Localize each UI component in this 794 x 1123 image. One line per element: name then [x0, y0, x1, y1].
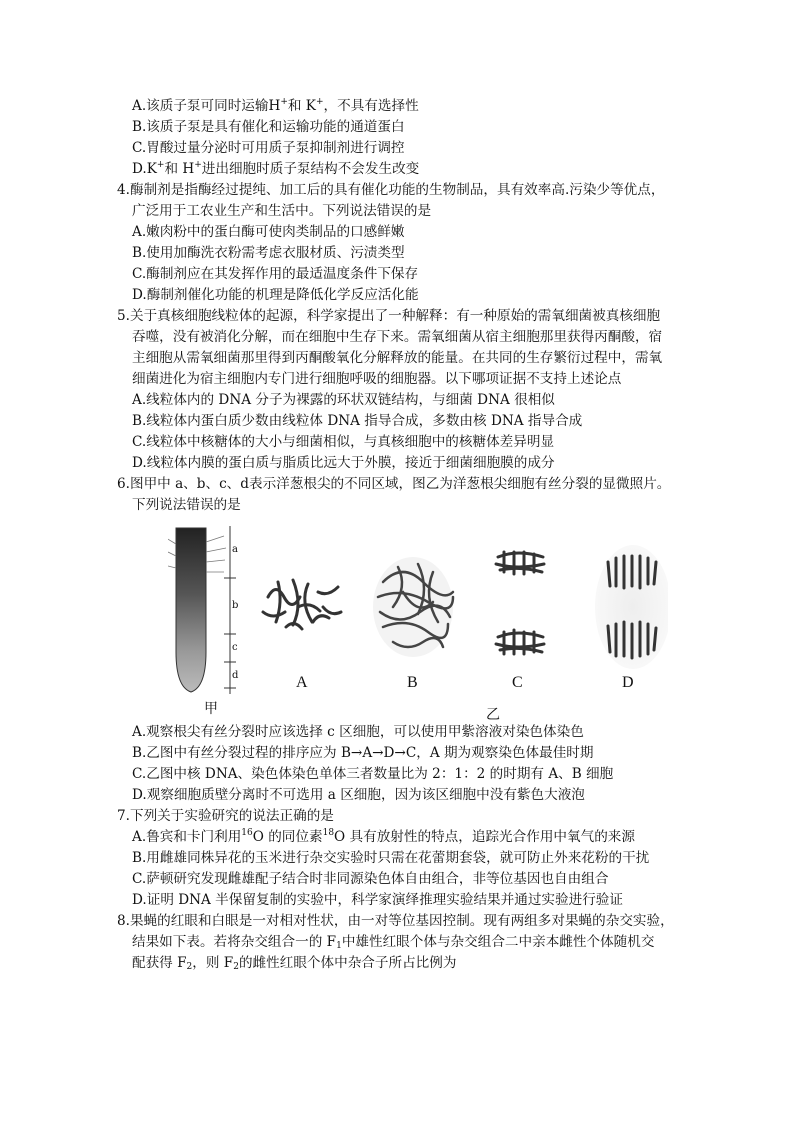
q8-l2-sub: 1: [336, 941, 342, 951]
q4-option-a: A.嫩肉粉中的蛋白酶可使肉类制品的口感鲜嫩: [132, 224, 405, 240]
zone-d-label: d: [232, 670, 239, 681]
q7-option-c: C.萨顿研究发现雌雄配子结合时非同源染色体自由组合，非等位基因也自由组合: [132, 871, 609, 887]
q4-option-d: D.酶制剂催化功能的机理是降低化学反应活化能: [132, 287, 419, 303]
cell-a-label: A: [296, 674, 308, 691]
q6-option-c: C.乙图中核 DNA、染色体染色单体三者数量比为 2：1：2 的时期有 A、B 细胞: [132, 766, 614, 782]
zone-b-label: b: [232, 600, 239, 611]
q3-a-end: ，不具有选择性: [323, 98, 419, 114]
zone-a-label: a: [232, 544, 238, 555]
q3-a-mid: 和 K: [287, 98, 316, 114]
q3-d-end: 进出细胞时质子泵结构不会发生改变: [201, 161, 420, 177]
q3-d-mid: 和 H: [164, 161, 195, 177]
q3-option-d: [132, 159, 419, 179]
q8-l3-mid: ，则 F: [192, 955, 234, 971]
q4-option-c: C.酶制剂应在其发挥作用的最适温度条件下保存: [132, 266, 419, 282]
q7-a-sup2: 18: [322, 828, 335, 838]
q8-stem-line1: 8.果蝇的红眼和白眼是一对相对性状，由一对等位基因控制。现有两组多对果蝇的杂交实验，: [117, 913, 674, 929]
cell-d-label: D: [622, 674, 634, 691]
q8-l2-pre: 结果如下表。若将杂交组合一的 F: [132, 934, 337, 950]
q7-option-a: [132, 827, 635, 847]
q7-option-b: B.用雌雄同株异花的玉米进行杂交实验时只需在花蕾期套袋，就可防止外来花粉的干扰: [132, 850, 650, 866]
cell-c-label: C: [512, 674, 523, 691]
q8-l3-sub2: 2: [233, 962, 239, 972]
q3-d-pre: D.K: [132, 161, 157, 177]
q4-option-b: B.使用加酶洗衣粉需考虑衣服材质、污渍类型: [132, 245, 405, 261]
q6-option-a: A.观察根尖有丝分裂时应该选择 c 区细胞，可以使用甲紫溶液对染色体染色: [132, 724, 584, 740]
q3-a-text: A.该质子泵可同时运输H: [132, 98, 281, 114]
cell-b-label: B: [407, 674, 418, 691]
q6-option-b: B.乙图中有丝分裂过程的排序应为 B→A→D→C，A 期为观察染色体最佳时期: [132, 745, 594, 761]
cell-c-drawing: [496, 552, 544, 654]
q6-stem-line1: 6.图甲中 a、b、c、d表示洋葱根尖的不同区域，图乙为洋葱根尖细胞有丝分裂的显微照片。: [117, 476, 671, 492]
q3-option-b: B.该质子泵是具有催化和运输功能的通道蛋白: [132, 119, 405, 135]
q7-a-mid: O 的同位素: [252, 829, 323, 845]
root-tip-drawing: [168, 526, 239, 694]
q6-option-d: D.观察细胞质壁分离时不可选用 a 区细胞，因为该区细胞中没有紫色大液泡: [132, 787, 585, 803]
q5-option-c: C.线粒体中核糖体的大小与细菌相似，与真核细胞中的核糖体差异明显: [132, 434, 555, 450]
cell-b-drawing: [373, 557, 453, 657]
q7-stem: 7.下列关于实验研究的说法正确的是: [117, 808, 334, 824]
q7-a-sup1: 16: [241, 828, 253, 838]
q7-a-pre: A.鲁宾和卡门利用: [132, 829, 242, 845]
q4-stem-line2: 广泛用于工农业生产和生活中。下列说法错误的是: [132, 203, 432, 219]
q3-a-sup1: +: [280, 97, 288, 107]
q8-stem-line2: [132, 932, 654, 952]
cell-a-drawing: [263, 580, 341, 629]
q8-l2-end: 中雄性红眼个体与杂交组合二中亲本雌性个体随机交: [341, 934, 655, 950]
q5-stem-line2: 吞噬，没有被消化分解，而在细胞中生存下来。需氧细菌从宿主细胞那里获得丙酮酸，宿: [132, 329, 663, 345]
q8-l3-pre: 配获得 F: [132, 955, 187, 971]
figure-jia-label: 甲: [204, 702, 218, 717]
q5-option-b: B.线粒体内蛋白质少数由线粒体 DNA 指导合成，多数由核 DNA 指导合成: [132, 413, 583, 429]
q5-stem-line4: 细菌进化为宿主细胞内专门进行细胞呼吸的细胞器。以下哪项证据不支持上述论点: [132, 371, 622, 387]
q3-d-sup2: +: [194, 160, 202, 170]
q5-option-d: D.线粒体内膜的蛋白质与脂质比远大于外膜，接近于细菌细胞膜的成分: [132, 455, 555, 471]
q6-stem-line2: 下列说法错误的是: [132, 497, 241, 513]
q7-a-end: O 具有放射性的特点，追踪光合作用中氧气的来源: [334, 829, 635, 845]
root-tip-and-mitosis-figure: [168, 522, 668, 722]
figure-yi-label: 乙: [486, 708, 500, 723]
q7-option-d: D.证明 DNA 半保留复制的实验中，科学家演绎推理实验结果并通过实验进行验证: [132, 892, 623, 908]
q8-l3-end: 的雌性红眼个体中杂合子所占比例为: [238, 955, 457, 971]
q3-d-sup1: +: [156, 160, 165, 170]
cell-d-drawing: [595, 545, 668, 669]
q5-stem-line3: 主细胞从需氧细菌那里得到丙酮酸氧化分解释放的能量。在共同的生存繁衍过程中，需氧: [132, 350, 663, 366]
q3-option-a: [132, 96, 419, 116]
q6-figure: [168, 522, 668, 722]
q3-a-sup2: +: [315, 97, 324, 107]
q8-l3-sub1: 2: [186, 962, 193, 972]
q5-option-a: A.线粒体内的 DNA 分子为裸露的环状双链结构，与细菌 DNA 很相似: [132, 392, 555, 408]
q8-stem-line3: [132, 953, 456, 973]
q3-option-c: C.胃酸过量分泌时可用质子泵抑制剂进行调控: [132, 140, 405, 156]
q4-stem-line1: 4.酶制剂是指酶经过提纯、加工后的具有催化功能的生物制品，具有效率高.污染少等优点，: [117, 182, 665, 198]
zone-c-label: c: [232, 642, 238, 653]
q5-stem-line1: 5.关于真核细胞线粒体的起源，科学家提出了一种解释：有一种原始的需氧细菌被真核细胞: [117, 308, 661, 324]
